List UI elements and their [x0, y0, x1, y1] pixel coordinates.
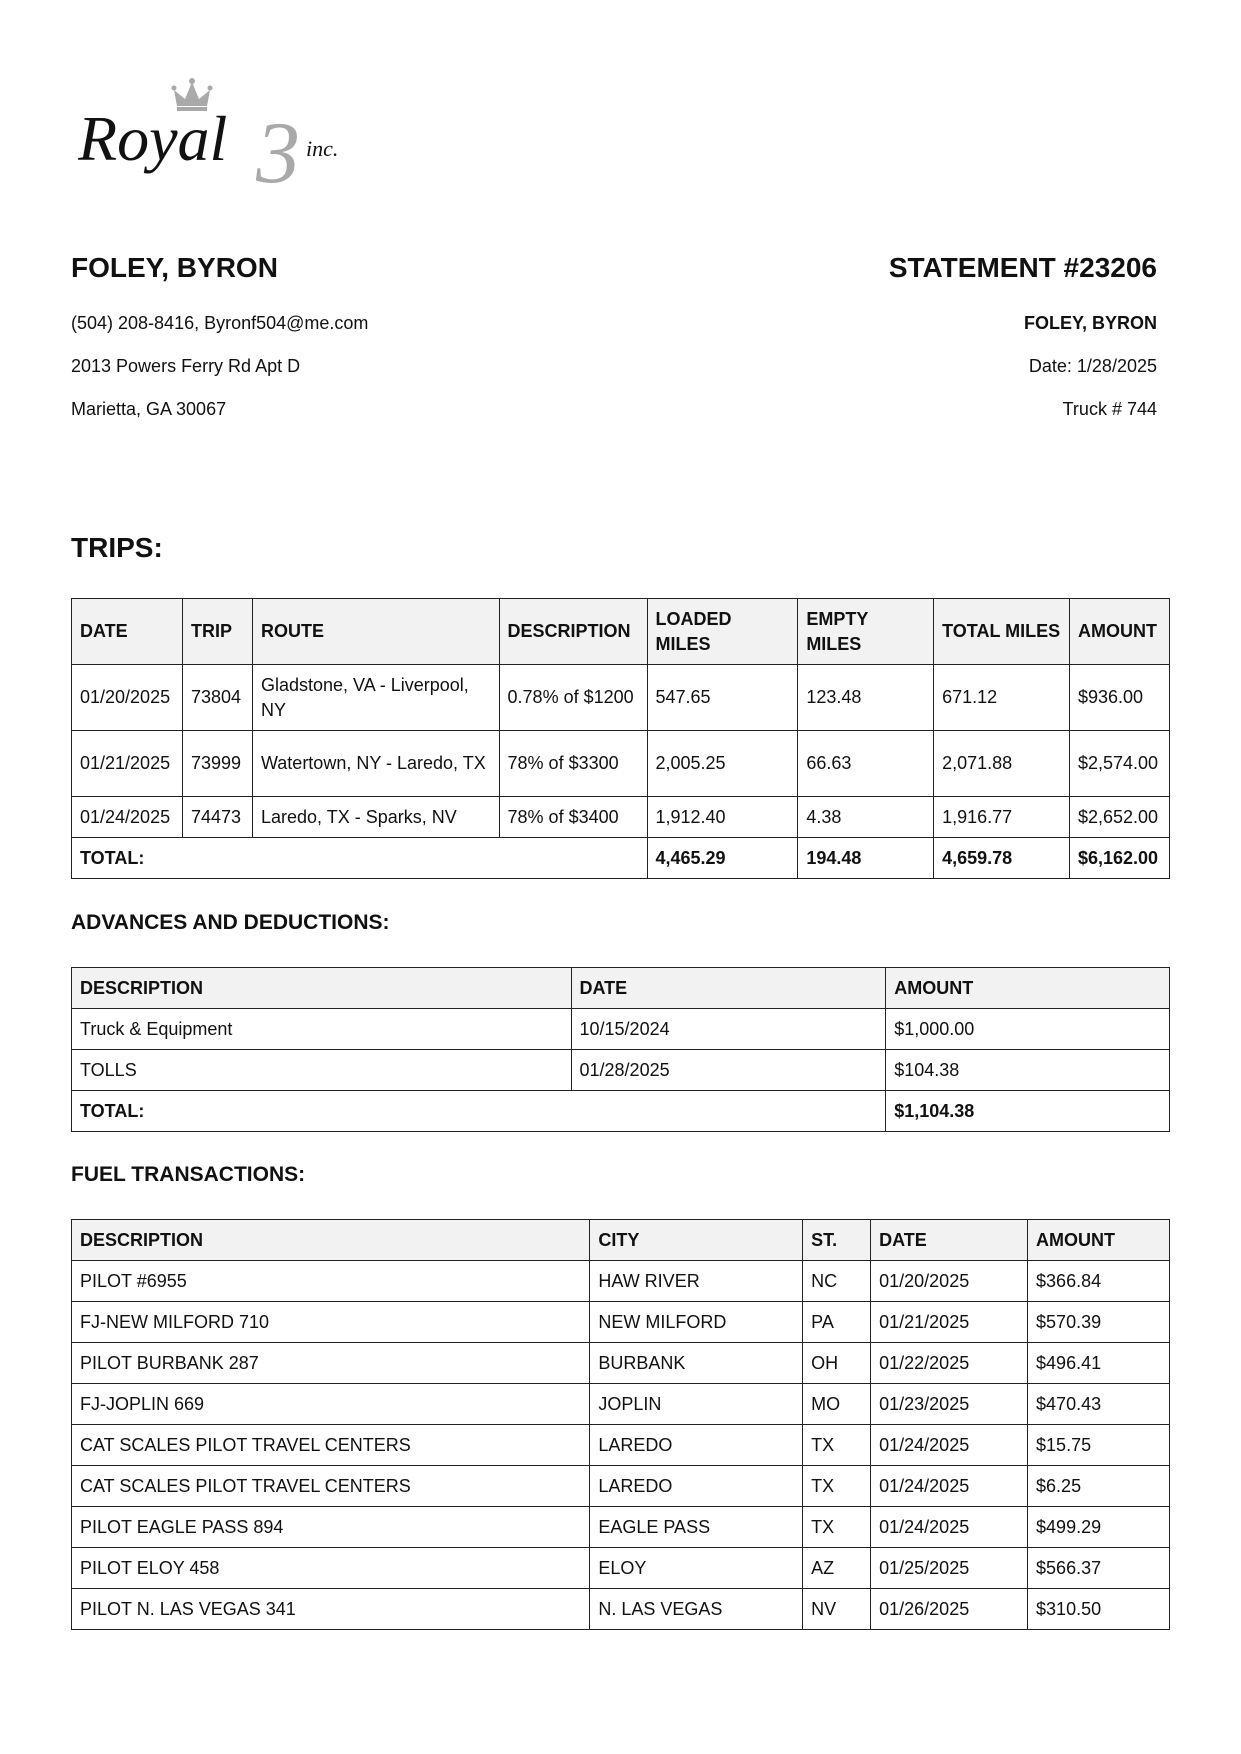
total-label: TOTAL:: [72, 1091, 886, 1132]
total-miles: 4,659.78: [934, 838, 1070, 879]
col-header-amount: AMOUNT: [1028, 1220, 1170, 1261]
advances-total-row: [72, 1091, 1170, 1132]
trip-number: 73999: [182, 731, 252, 797]
col-header-state: ST.: [803, 1220, 871, 1261]
fuel-city: EAGLE PASS: [590, 1507, 803, 1548]
fuel-amount: $566.37: [1028, 1548, 1170, 1589]
fuel-date: 01/26/2025: [871, 1589, 1028, 1630]
statement-name: FOLEY, BYRON: [1023, 313, 1157, 333]
table-row: [72, 1548, 1170, 1589]
logo-numeral: 3: [256, 105, 300, 190]
advance-date: 10/15/2024: [571, 1009, 886, 1050]
trip-route: Gladstone, VA - Liverpool, NY: [252, 665, 499, 731]
fuel-date: 01/22/2025: [871, 1343, 1028, 1384]
fuel-header-row: [72, 1220, 1170, 1261]
fuel-city: LAREDO: [590, 1425, 803, 1466]
col-header-amount: AMOUNT: [1069, 599, 1169, 665]
col-header-trip: TRIP: [182, 599, 252, 665]
fuel-state: NV: [803, 1589, 871, 1630]
fuel-city: NEW MILFORD: [590, 1302, 803, 1343]
fuel-amount: $6.25: [1028, 1466, 1170, 1507]
advance-amount: $104.38: [886, 1050, 1170, 1091]
trip-description: 0.78% of $1200: [499, 665, 647, 731]
trip-total-miles: 2,071.88: [934, 731, 1070, 797]
table-row: [72, 1261, 1170, 1302]
advance-date: 01/28/2025: [571, 1050, 886, 1091]
trips-header-row: [72, 599, 1170, 665]
trip-amount: $936.00: [1069, 665, 1169, 731]
fuel-description: FJ-JOPLIN 669: [72, 1384, 590, 1425]
advance-description: TOLLS: [72, 1050, 572, 1091]
table-row: [72, 1425, 1170, 1466]
table-row: [72, 1009, 1170, 1050]
advances-table: [71, 967, 1170, 1132]
trip-amount: $2,652.00: [1069, 797, 1169, 838]
table-row: [72, 1589, 1170, 1630]
trips-total-row: [72, 838, 1170, 879]
total-amount: $6,162.00: [1069, 838, 1169, 879]
trip-date: 01/21/2025: [72, 731, 183, 797]
fuel-state: PA: [803, 1302, 871, 1343]
trips-heading: TRIPS:: [71, 532, 163, 563]
fuel-description: PILOT ELOY 458: [72, 1548, 590, 1589]
fuel-heading: FUEL TRANSACTIONS:: [71, 1163, 306, 1186]
fuel-city: BURBANK: [590, 1343, 803, 1384]
fuel-description: CAT SCALES PILOT TRAVEL CENTERS: [72, 1425, 590, 1466]
fuel-description: PILOT BURBANK 287: [72, 1343, 590, 1384]
fuel-amount: $499.29: [1028, 1507, 1170, 1548]
trip-amount: $2,574.00: [1069, 731, 1169, 797]
fuel-date: 01/24/2025: [871, 1466, 1028, 1507]
fuel-date: 01/20/2025: [871, 1261, 1028, 1302]
total-label: TOTAL:: [72, 838, 648, 879]
driver-address-line2: Marietta, GA 30067: [71, 399, 227, 419]
fuel-city: N. LAS VEGAS: [590, 1589, 803, 1630]
fuel-amount: $470.43: [1028, 1384, 1170, 1425]
trip-loaded-miles: 547.65: [647, 665, 798, 731]
trip-date: 01/20/2025: [72, 665, 183, 731]
fuel-amount: $310.50: [1028, 1589, 1170, 1630]
table-row: [72, 665, 1170, 731]
col-header-route: ROUTE: [252, 599, 499, 665]
fuel-city: HAW RIVER: [590, 1261, 803, 1302]
trip-empty-miles: 4.38: [798, 797, 934, 838]
driver-info: [71, 246, 368, 420]
fuel-state: NC: [803, 1261, 871, 1302]
total-empty-miles: 194.48: [798, 838, 934, 879]
table-row: [72, 1343, 1170, 1384]
table-row: [72, 1507, 1170, 1548]
fuel-description: PILOT EAGLE PASS 894: [72, 1507, 590, 1548]
fuel-city: ELOY: [590, 1548, 803, 1589]
trip-date: 01/24/2025: [72, 797, 183, 838]
col-header-date: DATE: [571, 968, 886, 1009]
fuel-amount: $496.41: [1028, 1343, 1170, 1384]
company-logo: [78, 78, 388, 190]
fuel-state: TX: [803, 1425, 871, 1466]
fuel-state: TX: [803, 1507, 871, 1548]
trip-empty-miles: 66.63: [798, 731, 934, 797]
driver-name: FOLEY, BYRON: [71, 252, 278, 283]
fuel-amount: $366.84: [1028, 1261, 1170, 1302]
fuel-state: OH: [803, 1343, 871, 1384]
fuel-date: 01/25/2025: [871, 1548, 1028, 1589]
table-row: [72, 1384, 1170, 1425]
statement-truck: Truck # 744: [1062, 399, 1157, 419]
total-loaded-miles: 4,465.29: [647, 838, 798, 879]
trip-route: Laredo, TX - Sparks, NV: [252, 797, 499, 838]
col-header-amount: AMOUNT: [886, 968, 1170, 1009]
fuel-state: MO: [803, 1384, 871, 1425]
col-header-total-miles: TOTAL MILES: [934, 599, 1070, 665]
statement-date: Date: 1/28/2025: [1028, 356, 1157, 376]
logo-suffix: inc.: [306, 136, 339, 161]
driver-contact: (504) 208-8416, Byronf504@me.com: [71, 313, 369, 333]
fuel-table: [71, 1219, 1170, 1630]
fuel-date: 01/24/2025: [871, 1425, 1028, 1466]
col-header-loaded-miles: LOADED MILES: [647, 599, 798, 665]
fuel-city: JOPLIN: [590, 1384, 803, 1425]
trip-loaded-miles: 2,005.25: [647, 731, 798, 797]
table-row: [72, 797, 1170, 838]
fuel-amount: $570.39: [1028, 1302, 1170, 1343]
table-row: [72, 1302, 1170, 1343]
col-header-description: DESCRIPTION: [499, 599, 647, 665]
trip-total-miles: 671.12: [934, 665, 1070, 731]
royal-3-logo-image: [78, 78, 388, 190]
advance-description: Truck & Equipment: [72, 1009, 572, 1050]
advances-header-row: [72, 968, 1170, 1009]
table-row: [72, 731, 1170, 797]
fuel-state: TX: [803, 1466, 871, 1507]
statement-title: STATEMENT #23206: [888, 252, 1157, 283]
col-header-description: DESCRIPTION: [72, 968, 572, 1009]
trip-description: 78% of $3400: [499, 797, 647, 838]
advance-amount: $1,000.00: [886, 1009, 1170, 1050]
trip-number: 73804: [182, 665, 252, 731]
col-header-empty-miles: EMPTY MILES: [798, 599, 934, 665]
table-row: [72, 1466, 1170, 1507]
col-header-date: DATE: [871, 1220, 1028, 1261]
statement-info: [889, 246, 1157, 420]
fuel-date: 01/21/2025: [871, 1302, 1028, 1343]
logo-word: Royal: [78, 103, 228, 174]
col-header-city: CITY: [590, 1220, 803, 1261]
total-amount: $1,104.38: [886, 1091, 1170, 1132]
fuel-city: LAREDO: [590, 1466, 803, 1507]
col-header-description: DESCRIPTION: [72, 1220, 590, 1261]
fuel-state: AZ: [803, 1548, 871, 1589]
fuel-description: PILOT N. LAS VEGAS 341: [72, 1589, 590, 1630]
fuel-description: FJ-NEW MILFORD 710: [72, 1302, 590, 1343]
trip-number: 74473: [182, 797, 252, 838]
trip-route: Watertown, NY - Laredo, TX: [252, 731, 499, 797]
fuel-description: PILOT #6955: [72, 1261, 590, 1302]
table-row: [72, 1050, 1170, 1091]
fuel-amount: $15.75: [1028, 1425, 1170, 1466]
trip-empty-miles: 123.48: [798, 665, 934, 731]
advances-heading: ADVANCES AND DEDUCTIONS:: [71, 911, 390, 934]
fuel-date: 01/24/2025: [871, 1507, 1028, 1548]
trip-total-miles: 1,916.77: [934, 797, 1070, 838]
fuel-description: CAT SCALES PILOT TRAVEL CENTERS: [72, 1466, 590, 1507]
fuel-date: 01/23/2025: [871, 1384, 1028, 1425]
trip-description: 78% of $3300: [499, 731, 647, 797]
trip-loaded-miles: 1,912.40: [647, 797, 798, 838]
trips-table: [71, 598, 1170, 879]
col-header-date: DATE: [72, 599, 183, 665]
driver-address-line1: 2013 Powers Ferry Rd Apt D: [71, 356, 301, 376]
